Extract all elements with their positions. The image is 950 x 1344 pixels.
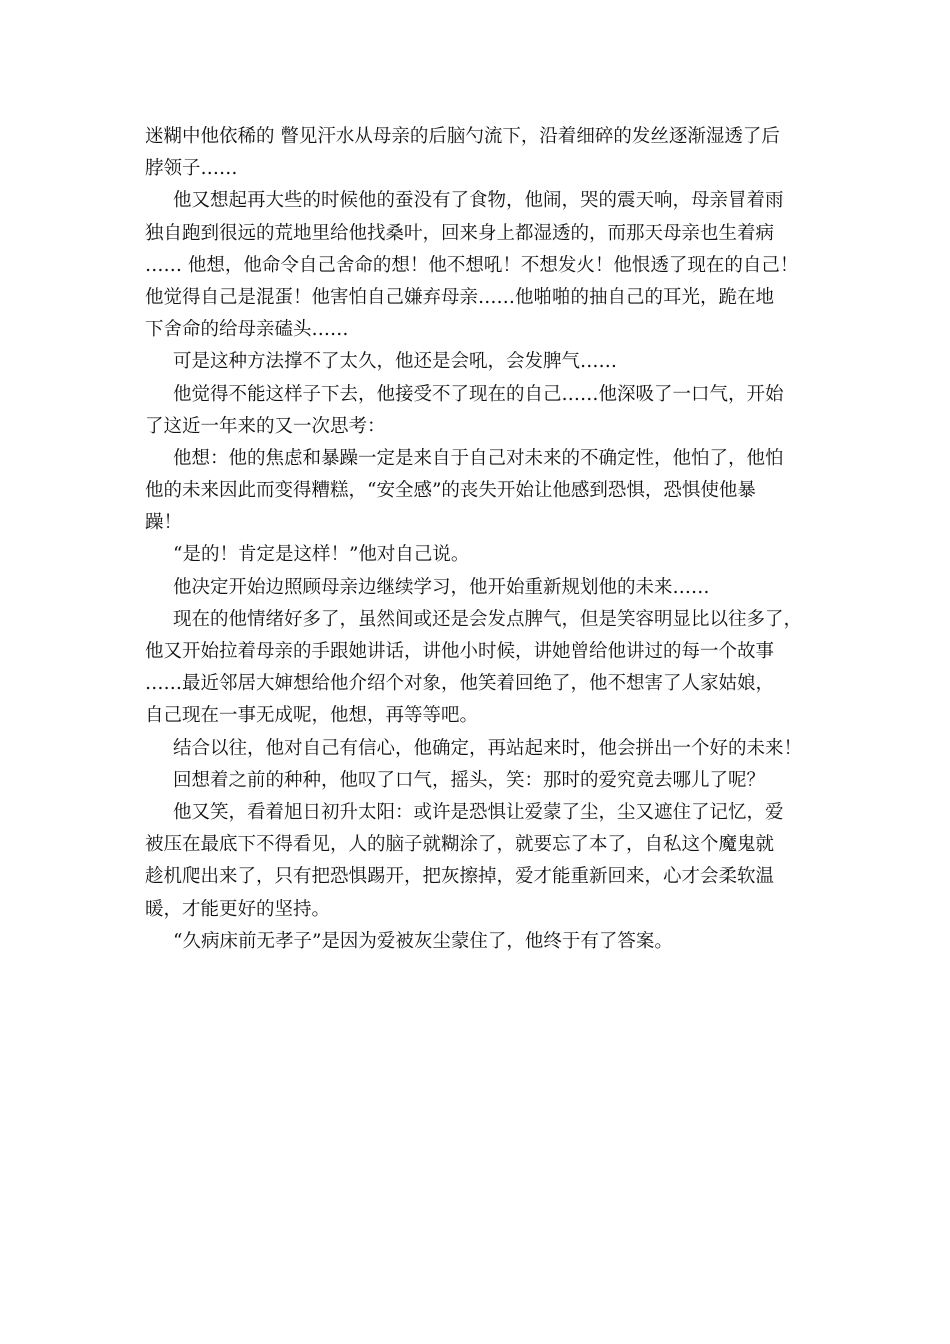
text-line: 暖，才能更好的坚持。 [145,898,331,920]
text-line: 结合以往，他对自己有信心，他确定，再站起来时，他会拼出一个好的未来！ [173,737,803,759]
text-line: 他觉得不能这样子下去，他接受不了现在的自己……他深吸了一口气，开始 [173,383,784,405]
body-text [145,121,825,958]
text-line: 他决定开始边照顾母亲边继续学习，他开始重新规划他的未来…… [173,576,710,598]
text-line: 他又笑，看着旭日初升太阳：或许是恐惧让爱蒙了尘，尘又遮住了记忆，爱 [173,801,784,823]
text-line: “久病床前无孝子”是因为爱被灰尘蒙住了，他终于有了答案。 [173,930,673,952]
text-line: 脖领子…… [145,158,238,180]
text-line: 自己现在一事无成呢，他想，再等等吧。 [145,705,479,727]
text-line: 被压在最底下不得看见，人的脑子就糊涂了，就要忘了本了，自私这个魔鬼就 [145,834,775,856]
text-line: 他觉得自己是混蛋！他害怕自己嫌弃母亲……他啪啪的抽自己的耳光，跪在地 [145,286,775,308]
text-line: 他又想起再大些的时候他的蚕没有了食物，他闹，哭的震天响，母亲冒着雨 [173,190,784,212]
text-line: “是的！肯定是这样！”他对自己说。 [173,544,470,566]
text-line: 趁机爬出来了，只有把恐惧踢开，把灰擦掉，爱才能重新回来，心才会柔软温 [145,866,775,888]
text-line: 迷糊中他依稀的 瞥见汗水从母亲的后脑勺流下，沿着细碎的发丝逐渐湿透了后 [145,126,780,147]
text-line: 他的未来因此而变得糟糕，“安全感”的丧失开始让他感到恐惧，恐惧使他暴 [145,480,756,502]
text-line: 他又开始拉着母亲的手跟她讲话，讲他小时候，讲她曾给他讲过的每一个故事 [145,641,775,662]
text-line: 独自跑到很远的荒地里给他找桑叶，回来身上都湿透的，而那天母亲也生着病 [145,222,775,244]
text-line: 下舍命的给母亲磕头…… [145,319,349,341]
text-line: 他想：他的焦虑和暴躁一定是来自于自己对未来的不确定性，他怕了，他怕 [173,447,784,469]
text-line: ……最近邻居大婶想给他介绍个对象，他笑着回绝了，他不想害了人家姑娘， [145,673,775,695]
text-line: 回想着之前的种种，他叹了口气，摇头，笑：那时的爱究竟去哪儿了呢？ [173,769,766,791]
text-line: …… 他想，他命令自己舍命的想！他不想吼！不想发火！他恨透了现在的自己！ [145,254,799,276]
text-line: 了这近一年来的又一次思考： [145,415,386,437]
text-line: 现在的他情绪好多了，虽然间或还是会发点脾气，但是笑容明显比以往多了， [173,608,803,630]
text-line: 躁！ [145,512,183,534]
text-line: 可是这种方法撑不了太久，他还是会吼，会发脾气…… [173,351,618,373]
